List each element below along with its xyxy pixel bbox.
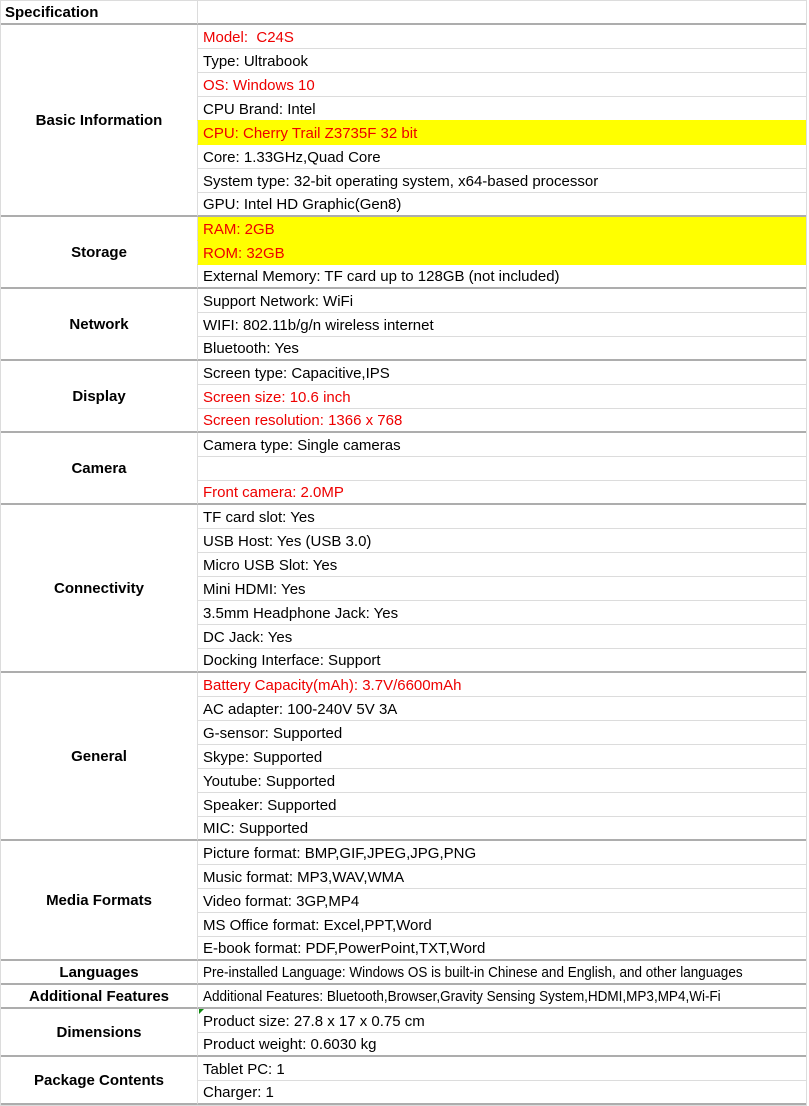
spec-value-cell [197, 49, 806, 73]
spec-value-text: OS: Windows 10 [203, 76, 315, 94]
spec-row [1, 433, 806, 457]
spec-value-text: TF card slot: Yes [203, 508, 315, 526]
spec-value-cell [197, 313, 806, 337]
spec-value-cell [197, 601, 806, 625]
section-label: Network [1, 289, 197, 361]
spec-value-cell [197, 697, 806, 721]
spec-value-text: Product weight: 0.6030 kg [203, 1036, 377, 1053]
section-label: Additional Features [1, 985, 197, 1009]
spec-value-cell [197, 457, 806, 481]
table-header-row [1, 1, 806, 25]
spec-value-text: Speaker: Supported [203, 796, 337, 814]
spec-value-cell [197, 409, 806, 433]
spec-value-text: Charger: 1 [203, 1084, 274, 1101]
spec-value-text: Youtube: Supported [203, 772, 336, 790]
spec-value-text: Tablet PC: 1 [203, 1060, 285, 1078]
section-label: Package Contents [1, 1057, 197, 1105]
spec-value-text: MS Office format: Excel,PPT,Word [203, 916, 432, 934]
spec-value-cell [197, 121, 806, 145]
spec-value-text: E-book format: PDF,PowerPoint,TXT,Word [203, 940, 486, 957]
spec-value-cell [197, 1057, 806, 1081]
spec-value-text: MIC: Supported [203, 820, 309, 837]
spec-value-cell [197, 1009, 806, 1033]
section-label: Dimensions [1, 1009, 197, 1057]
spec-row [1, 505, 806, 529]
spec-value-text: External Memory: TF card up to 128GB (not included) [203, 268, 560, 285]
spec-value-cell [197, 913, 806, 937]
spec-value-text: USB Host: Yes (USB 3.0) [203, 532, 372, 550]
spec-row [1, 361, 806, 385]
spec-value-cell [197, 577, 806, 601]
spec-value-text: 3.5mm Headphone Jack: Yes [203, 604, 399, 622]
spec-value-text: CPU Brand: Intel [203, 100, 316, 118]
spec-value-text: GPU: Intel HD Graphic(Gen8) [203, 196, 402, 213]
spec-value-text: Battery Capacity(mAh): 3.7V/6600mAh [203, 676, 462, 694]
spec-value-cell [197, 865, 806, 889]
cell-corner-marker-icon [199, 1009, 204, 1014]
spec-value-text: Screen type: Capacitive,IPS [203, 364, 390, 382]
spec-value-cell [197, 1081, 806, 1105]
section-label: Connectivity [1, 505, 197, 673]
spec-value-cell [197, 481, 806, 505]
spec-value-text: G-sensor: Supported [203, 724, 343, 742]
spec-value-cell [197, 793, 806, 817]
spec-value-cell [197, 193, 806, 217]
spec-value-text: Mini HDMI: Yes [203, 580, 306, 598]
spec-value-text: Front camera: 2.0MP [203, 484, 344, 501]
spec-value-text: Core: 1.33GHz,Quad Core [203, 148, 381, 166]
spec-value-cell [197, 337, 806, 361]
spec-value-text: Music format: MP3,WAV,WMA [203, 868, 405, 886]
spec-row [1, 1057, 806, 1081]
spec-row [1, 841, 806, 865]
spec-value-cell [197, 649, 806, 673]
spec-value-text: RAM: 2GB [203, 220, 275, 238]
spec-value-text: Pre-installed Language: Windows OS is built-in Chinese and English, and other languages [203, 964, 743, 981]
spec-value-cell [197, 265, 806, 289]
spec-value-text: Support Network: WiFi [203, 292, 354, 310]
spec-value-cell [197, 721, 806, 745]
spec-value-text: Product size: 27.8 x 17 x 0.75 cm [203, 1012, 425, 1030]
section-label: Camera [1, 433, 197, 505]
spec-value-cell [197, 625, 806, 649]
spec-value-cell [197, 841, 806, 865]
spec-value-cell [197, 385, 806, 409]
spec-value-text: Model: C24S [203, 28, 294, 46]
section-label: Media Formats [1, 841, 197, 961]
spec-value-cell [197, 985, 806, 1009]
spec-value-cell [197, 25, 806, 49]
spec-value-cell [197, 745, 806, 769]
spec-value-text: Docking Interface: Support [203, 652, 381, 669]
spec-value-cell [197, 505, 806, 529]
spec-value-text: ROM: 32GB [203, 244, 285, 262]
spec-value-text: Screen resolution: 1366 x 768 [203, 412, 403, 429]
spec-row [1, 1009, 806, 1033]
spec-value-text: Additional Features: Bluetooth,Browser,Gravity Sensing System,HDMI,MP3,MP4,Wi-Fi [203, 988, 721, 1005]
spec-value-text: Camera type: Single cameras [203, 436, 401, 454]
spec-value-text: Picture format: BMP,GIF,JPEG,JPG,PNG [203, 844, 477, 862]
spec-value-cell [197, 553, 806, 577]
spec-value-text: Type: Ultrabook [203, 52, 309, 70]
spec-row [1, 217, 806, 241]
spec-header-title: Specification [1, 1, 197, 25]
spec-value-text: AC adapter: 100-240V 5V 3A [203, 700, 398, 718]
spec-value-text: System type: 32-bit operating system, x64-based processor [203, 172, 599, 190]
spec-value-text: Bluetooth: Yes [203, 340, 299, 357]
spec-value-cell [197, 961, 806, 985]
section-label: Storage [1, 217, 197, 289]
spec-value-cell [197, 97, 806, 121]
section-label: General [1, 673, 197, 841]
spec-row [1, 673, 806, 697]
spec-value-text: Micro USB Slot: Yes [203, 556, 338, 574]
spec-value-text: Skype: Supported [203, 748, 323, 766]
spec-value-text: DC Jack: Yes [203, 628, 293, 646]
spec-value-text: Screen size: 10.6 inch [203, 388, 351, 406]
spec-value-cell [197, 817, 806, 841]
spec-value-cell [197, 145, 806, 169]
spec-value-cell [197, 529, 806, 553]
spec-value-cell [197, 241, 806, 265]
spec-value-cell [197, 769, 806, 793]
section-label: Display [1, 361, 197, 433]
spec-value-cell [197, 937, 806, 961]
spec-header-empty-cell [197, 1, 806, 25]
spec-value-cell [197, 217, 806, 241]
spec-row [1, 961, 806, 985]
spec-row [1, 289, 806, 313]
spec-value-text: CPU: Cherry Trail Z3735F 32 bit [203, 124, 418, 142]
spec-value-text: Video format: 3GP,MP4 [203, 892, 360, 910]
spec-value-cell [197, 889, 806, 913]
spec-value-cell [197, 289, 806, 313]
spec-row [1, 985, 806, 1009]
spec-row [1, 25, 806, 49]
section-label: Basic Information [1, 25, 197, 217]
spec-value-cell [197, 1033, 806, 1057]
spec-value-cell [197, 361, 806, 385]
spec-value-cell [197, 73, 806, 97]
spec-value-cell [197, 169, 806, 193]
spec-value-text: WIFI: 802.11b/g/n wireless internet [203, 316, 434, 334]
spec-value-cell [197, 433, 806, 457]
section-label: Languages [1, 961, 197, 985]
spec-value-cell [197, 673, 806, 697]
